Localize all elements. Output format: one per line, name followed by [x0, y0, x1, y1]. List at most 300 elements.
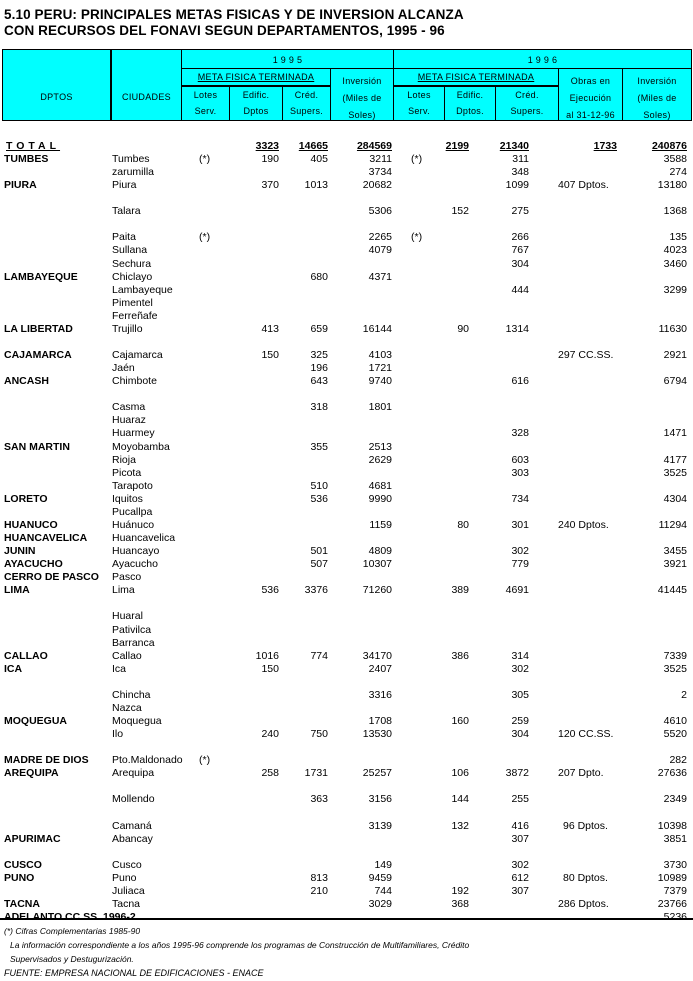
- department-name: AREQUIPA: [4, 767, 59, 780]
- cred-1996: 779: [511, 558, 529, 571]
- total-cred-1995: 14665: [298, 140, 328, 152]
- cred-1995: 1731: [304, 767, 328, 780]
- inversion-1996: 4304: [663, 492, 687, 505]
- table-row: [0, 349, 693, 362]
- table-row: [0, 192, 693, 205]
- department-name: JUNIN: [4, 545, 36, 558]
- inversion-1996: 3299: [663, 283, 687, 296]
- inversion-1995: 10307: [362, 558, 392, 571]
- inversion-1996: 2349: [663, 793, 687, 806]
- inversion-1995: 1721: [368, 362, 392, 375]
- city-name: Cusco: [112, 858, 142, 871]
- cred-1996: 4691: [505, 584, 529, 597]
- total-cred-1996: 21340: [499, 140, 529, 152]
- cred-1995: 3376: [304, 584, 328, 597]
- edif-1996: 152: [451, 205, 469, 218]
- header-edif-1996: Edific. Dptos.: [456, 90, 484, 116]
- cred-1996: 1314: [505, 322, 529, 335]
- inversion-1995: 3156: [368, 793, 392, 806]
- footnote-info-cont: Supervisados y Destugurización.: [10, 954, 134, 964]
- city-name: Huaraz: [112, 414, 146, 427]
- city-name: Ilo: [112, 728, 124, 741]
- city-name: Chimbote: [112, 375, 157, 388]
- cred-1995: 750: [310, 728, 328, 741]
- obras-1996: 240 Dptos.: [558, 518, 609, 531]
- cred-1996: 612: [511, 871, 529, 884]
- inversion-1995: 2265: [368, 231, 392, 244]
- obras-1996: 207 Dpto.: [558, 767, 604, 780]
- table-row: [0, 454, 693, 467]
- cred-1995: 774: [310, 649, 328, 662]
- cred-1995: 813: [310, 871, 328, 884]
- city-name: Chiclayo: [112, 270, 153, 283]
- table-row: [0, 833, 693, 846]
- header-edif-1995: Edific. Dptos: [242, 90, 270, 116]
- header-inversion-1995: Inversión (Miles de Soles): [342, 76, 382, 120]
- table-row: [0, 663, 693, 676]
- inversion-1995: 1708: [368, 715, 392, 727]
- obras-1996: 120 CC.SS.: [558, 728, 614, 741]
- inversion-1995: 2513: [368, 440, 392, 453]
- inversion-1996: 5520: [663, 728, 687, 741]
- cred-1996: 328: [511, 427, 529, 440]
- table-row: [0, 519, 693, 532]
- department-name: PUNO: [4, 871, 35, 884]
- cred-1996: 616: [511, 375, 529, 388]
- inversion-1996: 3455: [663, 545, 687, 558]
- total-label: TOTAL: [6, 140, 61, 152]
- city-name: Huarmey: [112, 427, 155, 440]
- table-row: [0, 859, 693, 872]
- header-ciudades: CIUDADES: [122, 92, 171, 102]
- cred-1996: 307: [511, 884, 529, 897]
- table-row: [0, 284, 693, 297]
- note-mark-1995: (*): [199, 231, 211, 244]
- department-name: ANCASH: [4, 375, 49, 388]
- city-name: Sechura: [112, 257, 152, 270]
- inversion-1995: 20682: [362, 179, 392, 192]
- inversion-1995: 1801: [368, 401, 392, 414]
- department-name: LORETO: [4, 492, 48, 505]
- lotes-1995: 413: [261, 322, 279, 335]
- table-row: [0, 179, 693, 192]
- note-mark-1995: (*): [199, 153, 211, 165]
- city-name: Tumbes: [112, 153, 150, 165]
- inversion-1996: 135: [669, 231, 687, 244]
- obras-1996: 407 Dptos.: [558, 179, 609, 192]
- table-row: [0, 532, 693, 545]
- table-row: [0, 689, 693, 702]
- inversion-1996: 274: [669, 166, 687, 179]
- city-name: Pasco: [112, 571, 142, 584]
- header-inversion-1996: Inversión (Miles de Soles): [637, 76, 677, 120]
- inversion-1996: 4610: [663, 715, 687, 727]
- header-cred-1996: Créd. Supers.: [510, 90, 544, 116]
- inversion-1996: 1368: [663, 205, 687, 218]
- city-name: Paita: [112, 231, 136, 244]
- inversion-1996: 10989: [657, 871, 687, 884]
- total-row: [0, 140, 693, 153]
- cred-1995: 510: [310, 479, 328, 492]
- cred-1996: 304: [511, 257, 529, 270]
- bottom-rule: [0, 918, 693, 920]
- cred-1995: 536: [310, 492, 328, 505]
- cred-1995: 1013: [304, 179, 328, 192]
- cred-1995: 659: [310, 322, 328, 335]
- table-row: [0, 388, 693, 401]
- city-name: Callao: [112, 649, 142, 662]
- cred-1996: 304: [511, 728, 529, 741]
- edif-1996: 368: [451, 897, 469, 910]
- city-name: Iquitos: [112, 492, 143, 505]
- inversion-1995: 3316: [368, 688, 392, 701]
- department-name: SAN MARTIN: [4, 440, 70, 453]
- table-row: [0, 807, 693, 820]
- table-row: [0, 467, 693, 480]
- cred-1995: 318: [310, 401, 328, 414]
- department-name: TUMBES: [4, 153, 49, 165]
- table-row: [0, 715, 693, 728]
- inversion-1995: 3139: [368, 819, 392, 832]
- department-name: MADRE DE DIOS: [4, 754, 89, 767]
- cred-1996: 255: [511, 793, 529, 806]
- table-row: [0, 728, 693, 741]
- table-row: [0, 310, 693, 323]
- header-year-1995: 1 9 9 5: [272, 55, 303, 65]
- department-name: CERRO DE PASCO: [4, 571, 99, 584]
- city-name: Picota: [112, 466, 142, 479]
- table-row: [0, 258, 693, 271]
- table-row: [0, 597, 693, 610]
- city-name: Pto.Maldonado: [112, 754, 183, 767]
- cred-1996: 307: [511, 832, 529, 845]
- cred-1996: 348: [511, 166, 529, 179]
- obras-1996: 80 Dptos.: [563, 871, 608, 884]
- header-dptos: DPTOS: [40, 92, 73, 102]
- total-obras-1996: 1733: [593, 140, 617, 152]
- table-header: [2, 49, 692, 121]
- lotes-1995: 190: [261, 153, 279, 165]
- table-row: [0, 480, 693, 493]
- inversion-1995: 744: [374, 884, 392, 897]
- lotes-1995: 150: [261, 349, 279, 362]
- city-name: Pucallpa: [112, 505, 153, 518]
- note-mark-1996: (*): [411, 153, 423, 165]
- inversion-1995: 16144: [362, 322, 392, 335]
- inversion-1996: 11630: [658, 322, 687, 335]
- inversion-1996: 3921: [663, 558, 687, 571]
- cred-1996: 302: [511, 545, 529, 558]
- city-name: Barranca: [112, 636, 155, 649]
- table-row: [0, 767, 693, 780]
- cred-1995: 355: [310, 440, 328, 453]
- edif-1996: 80: [457, 518, 469, 531]
- inversion-1995: 3734: [368, 166, 392, 179]
- table-title-line-2: CON RECURSOS DEL FONAVI SEGUN DEPARTAMENTOS, 1995 - 96: [4, 23, 445, 38]
- inversion-1996: 3851: [663, 832, 687, 845]
- edif-1996: 132: [451, 819, 469, 832]
- cred-1996: 767: [511, 244, 529, 257]
- table-row: [0, 793, 693, 806]
- city-name: Talara: [112, 205, 141, 218]
- cred-1996: 305: [511, 688, 529, 701]
- department-name: MOQUEGUA: [4, 715, 67, 727]
- table-row: [0, 297, 693, 310]
- cred-1996: 734: [511, 492, 529, 505]
- footnote-asterisk: (*) Cifras Complementarias 1985-90: [4, 926, 141, 936]
- total-inversion-1995: 284569: [356, 140, 392, 152]
- city-name: Tarapoto: [112, 479, 153, 492]
- city-name: zarumilla: [112, 166, 155, 179]
- department-name: CALLAO: [4, 649, 48, 662]
- table-row: [0, 754, 693, 767]
- inversion-1995: 4103: [368, 349, 392, 362]
- cred-1995: 507: [310, 558, 328, 571]
- inversion-1995: 149: [374, 858, 392, 871]
- inversion-1995: 4809: [368, 545, 392, 558]
- table-row: [0, 872, 693, 885]
- cred-1996: 314: [511, 649, 529, 662]
- lotes-1995: 240: [261, 728, 279, 741]
- city-name: Piura: [112, 179, 137, 192]
- edif-1996: 192: [451, 884, 469, 897]
- inversion-1996: 3525: [663, 662, 687, 675]
- table-row: [0, 637, 693, 650]
- city-name: Huaral: [112, 610, 143, 623]
- inversion-1996: 7379: [663, 884, 687, 897]
- city-name: Huancavelica: [112, 532, 176, 545]
- department-name: LIMA: [4, 584, 30, 597]
- table-row: [0, 427, 693, 440]
- lotes-1995: 370: [261, 179, 279, 192]
- inversion-1995: 3029: [368, 897, 392, 910]
- cred-1996: 1099: [505, 179, 529, 192]
- cred-1995: 325: [310, 349, 328, 362]
- total-inversion-1996: 240876: [651, 140, 687, 152]
- inversion-1995: 13530: [362, 728, 392, 741]
- cred-1996: 303: [511, 466, 529, 479]
- inversion-1996: 23766: [657, 897, 687, 910]
- inversion-1996: 4023: [663, 244, 687, 257]
- table-row: [0, 610, 693, 623]
- cred-1995: 210: [310, 884, 328, 897]
- table-row: [0, 218, 693, 231]
- city-name: Camaná: [112, 819, 152, 832]
- city-name: Arequipa: [112, 767, 155, 780]
- table-row: [0, 624, 693, 637]
- table-title-line-1: 5.10 PERU: PRINCIPALES METAS FISICAS Y DE INVERSION ALCANZA: [4, 7, 464, 22]
- city-name: Lima: [112, 584, 135, 597]
- table-row: [0, 166, 693, 179]
- inversion-1996: 7339: [663, 649, 687, 662]
- table-row: [0, 558, 693, 571]
- cred-1996: 444: [511, 283, 529, 296]
- cred-1996: 259: [511, 715, 529, 727]
- edif-1996: 386: [451, 649, 469, 662]
- table-row: [0, 375, 693, 388]
- department-name: ICA: [4, 662, 23, 675]
- department-name: HUANUCO: [4, 518, 58, 531]
- inversion-1995: 5306: [368, 205, 392, 218]
- city-name: Sullana: [112, 244, 148, 257]
- inversion-1996: 41445: [657, 584, 687, 597]
- total-edif-1996: 2199: [445, 140, 469, 152]
- inversion-1996: 2921: [663, 349, 687, 362]
- city-name: Lambayeque: [112, 283, 173, 296]
- inversion-1996: 6794: [663, 375, 687, 388]
- department-name: HUANCAVELICA: [4, 532, 88, 545]
- city-name: Huancayo: [112, 545, 160, 558]
- inversion-1995: 9740: [368, 375, 392, 388]
- edif-1996: 160: [451, 715, 469, 727]
- table-row: [0, 362, 693, 375]
- inversion-1995: 25257: [362, 767, 392, 780]
- department-name: TACNA: [4, 897, 40, 910]
- cred-1996: 603: [511, 453, 529, 466]
- inversion-1996: 13180: [657, 179, 687, 192]
- table-row: [0, 493, 693, 506]
- edif-1996: 90: [457, 322, 469, 335]
- city-name: Abancay: [112, 832, 153, 845]
- header-year-1996: 1 9 9 6: [527, 55, 558, 65]
- cred-1996: 416: [511, 819, 529, 832]
- city-name: Ayacucho: [112, 558, 158, 571]
- city-name: Nazca: [112, 701, 142, 714]
- inversion-1996: 2: [681, 688, 687, 701]
- header-meta-1995: META FISICA TERMINADA: [197, 72, 315, 82]
- inversion-1995: 3211: [369, 153, 392, 165]
- city-name: Cajamarca: [112, 349, 163, 362]
- cred-1996: 302: [511, 662, 529, 675]
- inversion-1996: 1471: [663, 427, 687, 440]
- table-row: [0, 231, 693, 244]
- table-row: [0, 676, 693, 689]
- city-name: Ica: [112, 662, 127, 675]
- header-obras-1996: Obras en Ejecución al 31-12-96: [566, 76, 615, 120]
- inversion-1995: 34170: [362, 649, 392, 662]
- inversion-1996: 11294: [658, 518, 687, 531]
- table-row: [0, 506, 693, 519]
- table-row: [0, 401, 693, 414]
- table-row: [0, 898, 693, 911]
- inversion-1996: 3460: [663, 257, 687, 270]
- source-note: FUENTE: EMPRESA NACIONAL DE EDIFICACIONES - ENACE: [4, 968, 264, 978]
- cred-1996: 266: [511, 231, 529, 244]
- table-row: [0, 885, 693, 898]
- note-mark-1996: (*): [411, 231, 423, 244]
- inversion-1995: 2629: [368, 453, 392, 466]
- inversion-1995: 4371: [368, 270, 392, 283]
- header-lotes-1995: Lotes Serv.: [193, 90, 218, 116]
- table-row: [0, 414, 693, 427]
- department-name: CUSCO: [4, 858, 42, 871]
- cred-1995: 643: [310, 375, 328, 388]
- city-name: Trujillo: [112, 322, 143, 335]
- city-name: Chincha: [112, 688, 151, 701]
- inversion-1995: 4681: [368, 479, 392, 492]
- footnote-info: La información correspondiente a los años 1995-96 comprende los programas de Construcción de Multifamiliares, Crédito: [10, 940, 470, 950]
- table-row: [0, 271, 693, 284]
- table-row: [0, 741, 693, 754]
- city-name: Mollendo: [112, 793, 155, 806]
- inversion-1996: 3525: [663, 466, 687, 479]
- city-name: Moyobamba: [112, 440, 170, 453]
- inversion-1995: 2407: [368, 662, 392, 675]
- department-name: APURIMAC: [4, 832, 61, 845]
- table-row: [0, 545, 693, 558]
- city-name: Moquegua: [112, 715, 162, 727]
- lotes-1995: 150: [261, 662, 279, 675]
- table-row: [0, 846, 693, 859]
- cred-1996: 275: [511, 205, 529, 218]
- obras-1996: 286 Dptos.: [558, 897, 609, 910]
- cred-1995: 680: [310, 270, 328, 283]
- city-name: Pimentel: [112, 296, 153, 309]
- lotes-1995: 1016: [255, 649, 279, 662]
- city-name: Casma: [112, 401, 146, 414]
- obras-1996: 96 Dptos.: [563, 819, 608, 832]
- inversion-1995: 1159: [369, 518, 392, 531]
- department-name: AYACUCHO: [4, 558, 63, 571]
- city-name: Huánuco: [112, 518, 155, 531]
- cred-1996: 301: [511, 518, 529, 531]
- table-row: [0, 702, 693, 715]
- inversion-1996: 282: [669, 754, 687, 767]
- inversion-1996: 10398: [657, 819, 687, 832]
- header-cred-1995: Créd. Supers.: [289, 90, 324, 116]
- inversion-1996: 27636: [657, 767, 687, 780]
- table-row: [0, 820, 693, 833]
- inversion-1995: 4079: [368, 244, 392, 257]
- table-row: [0, 441, 693, 454]
- edif-1996: 106: [451, 767, 469, 780]
- cred-1996: 311: [512, 153, 529, 165]
- inversion-1996: 3588: [663, 153, 687, 165]
- cred-1996: 302: [511, 858, 529, 871]
- table-row: [0, 205, 693, 218]
- table-row: [0, 780, 693, 793]
- header-meta-1996: META FISICA TERMINADA: [417, 72, 535, 82]
- city-name: Puno: [112, 871, 137, 884]
- cred-1995: 363: [310, 793, 328, 806]
- inversion-1996: 4177: [663, 453, 687, 466]
- lotes-1995: 536: [261, 584, 279, 597]
- city-name: Rioja: [112, 453, 136, 466]
- table-row: [0, 153, 693, 166]
- city-name: Tacna: [112, 897, 141, 910]
- edif-1996: 144: [451, 793, 469, 806]
- city-name: Jaén: [112, 362, 135, 375]
- cred-1995: 501: [310, 545, 328, 558]
- department-name: CAJAMARCA: [4, 349, 72, 362]
- header-lotes-1996: Lotes Serv.: [407, 90, 431, 116]
- department-name: LA LIBERTAD: [4, 322, 73, 335]
- table-row: [0, 336, 693, 349]
- lotes-1995: 258: [261, 767, 279, 780]
- inversion-1995: 9990: [368, 492, 392, 505]
- table-row: [0, 571, 693, 584]
- department-name: PIURA: [4, 179, 37, 192]
- cred-1995: 196: [310, 362, 328, 375]
- note-mark-1995: (*): [199, 754, 211, 767]
- city-name: Ferreñafe: [112, 309, 158, 322]
- total-lotes-1995: 3323: [255, 140, 279, 152]
- obras-1996: 297 CC.SS.: [558, 349, 614, 362]
- inversion-1995: 71260: [362, 584, 392, 597]
- city-name: Pativilca: [112, 623, 152, 636]
- cred-1995: 405: [310, 153, 328, 165]
- inversion-1995: 9459: [368, 871, 392, 884]
